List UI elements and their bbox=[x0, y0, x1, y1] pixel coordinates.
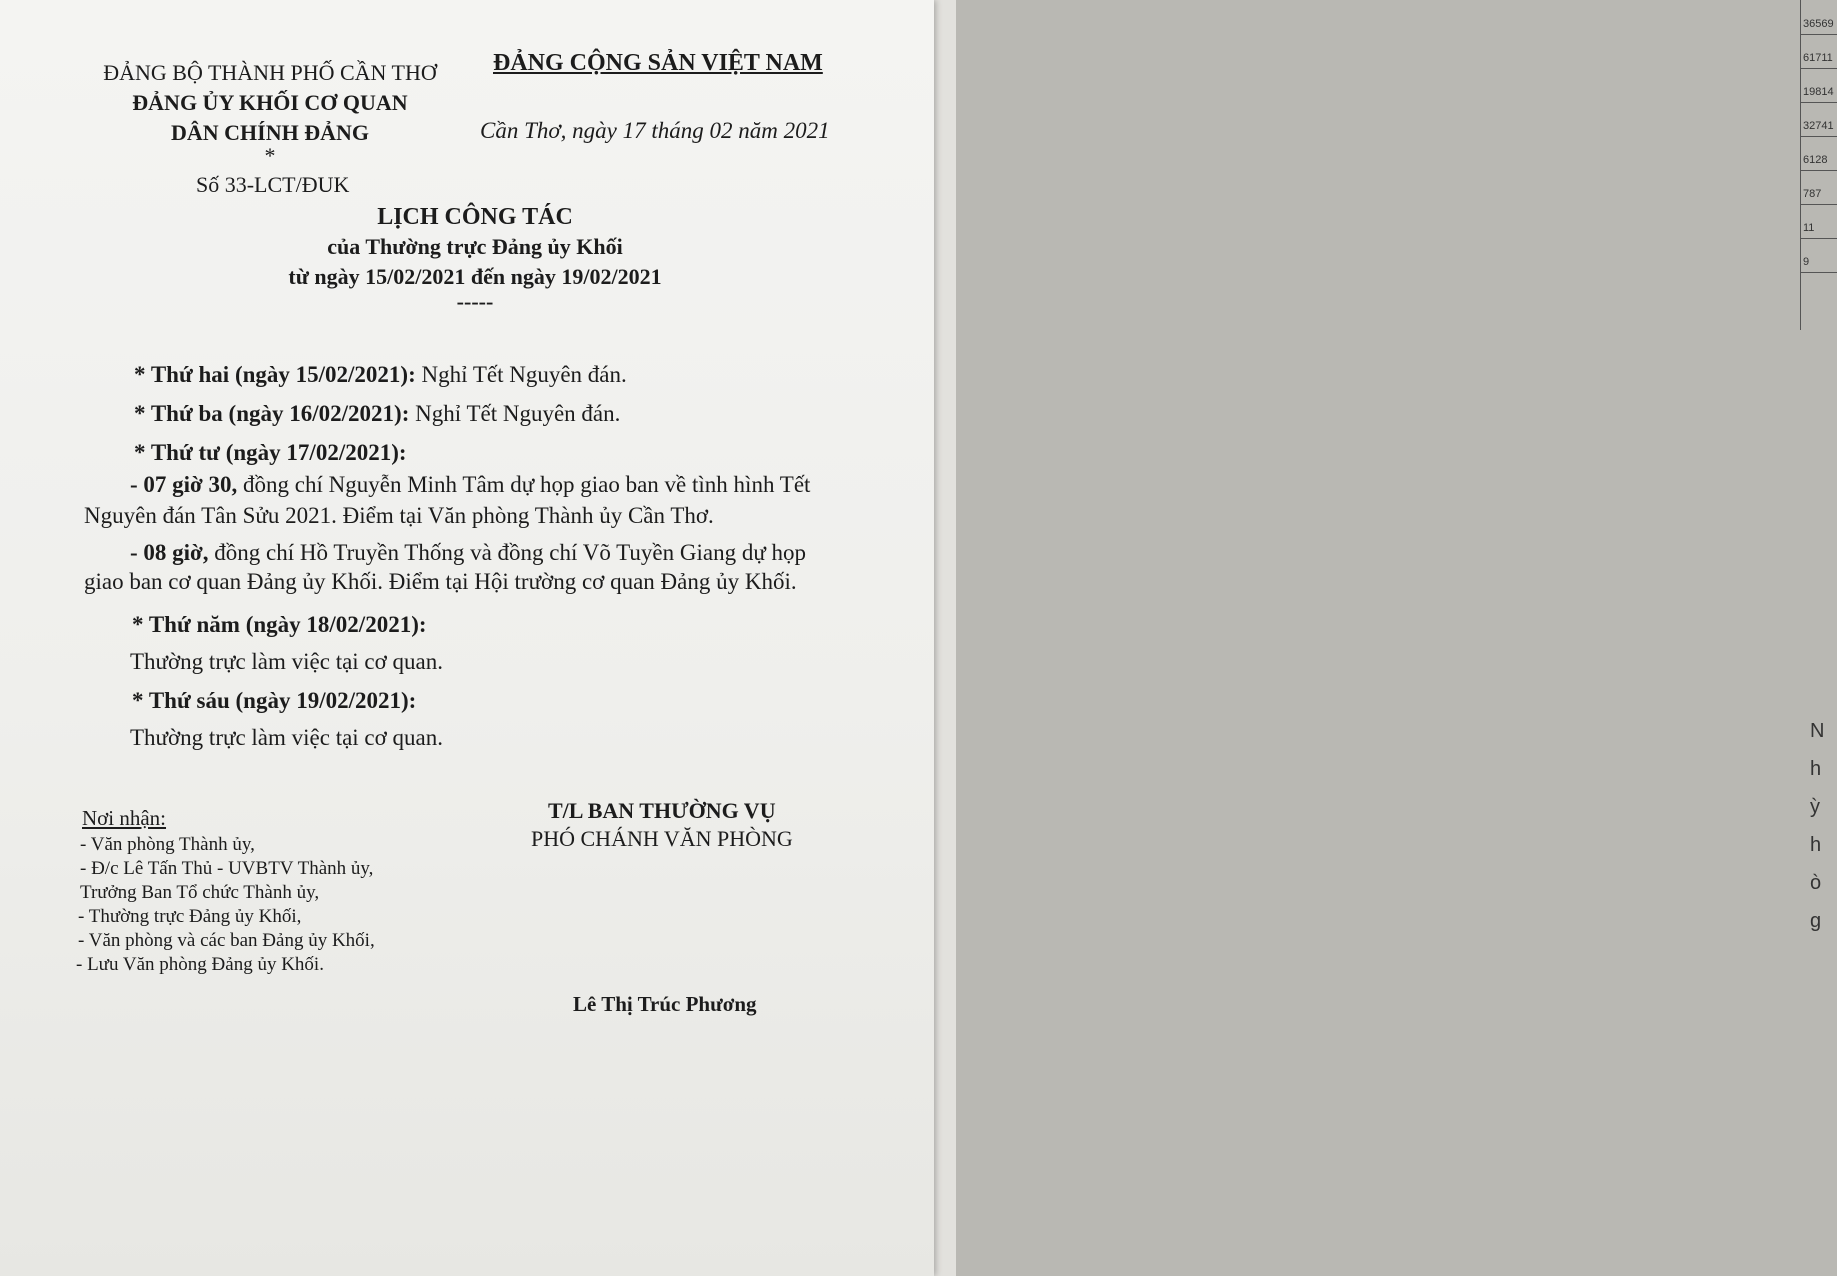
document-title bbox=[200, 202, 750, 312]
recipient-item: - Văn phòng và các ban Đảng ủy Khối, bbox=[78, 930, 375, 951]
title-line-1: LỊCH CÔNG TÁC bbox=[377, 204, 573, 230]
bg-letter: ò bbox=[1810, 872, 1822, 894]
schedule-wednesday bbox=[134, 440, 407, 466]
recipient-item: - Lưu Văn phòng Đảng ủy Khối. bbox=[76, 954, 324, 975]
item-time: - 08 giờ, bbox=[130, 540, 209, 565]
recipient-item: - Thường trực Đảng ủy Khối, bbox=[78, 906, 302, 927]
signature-position: PHÓ CHÁNH VĂN PHÒNG bbox=[531, 826, 793, 851]
bg-cell: 11 bbox=[1801, 204, 1837, 239]
bg-cell: 6128 bbox=[1801, 136, 1837, 171]
background-letters bbox=[1810, 720, 1836, 948]
day-heading: * Thứ hai (ngày 15/02/2021): bbox=[134, 362, 416, 387]
signer-name: Lê Thị Trúc Phương bbox=[573, 992, 757, 1016]
recipient-item: - Văn phòng Thành ủy, bbox=[80, 834, 255, 855]
bg-letter: h bbox=[1810, 834, 1822, 856]
day-text: Nghỉ Tết Nguyên đán. bbox=[409, 401, 621, 426]
bg-letter: N bbox=[1810, 720, 1825, 742]
authority-star: * bbox=[264, 143, 276, 168]
wednesday-item-1-line-2: Nguyên đán Tân Sửu 2021. Điểm tại Văn phòng Thành ủy Cần Thơ. bbox=[84, 503, 714, 528]
wednesday-item-2-line-2: giao ban cơ quan Đảng ủy Khối. Điểm tại Hội trường cơ quan Đảng ủy Khối. bbox=[84, 569, 797, 594]
item-text: đồng chí Nguyễn Minh Tâm dự họp giao ban về tình hình Tết bbox=[237, 472, 811, 497]
document-number: Số 33-LCT/ĐUK bbox=[196, 172, 350, 197]
bg-cell: 61711 bbox=[1801, 34, 1837, 69]
background-table bbox=[1800, 0, 1837, 330]
title-line-2: của Thường trực Đảng ủy Khối bbox=[327, 234, 623, 259]
bg-cell: 36569 bbox=[1801, 0, 1837, 35]
schedule-tuesday bbox=[134, 401, 620, 427]
wednesday-item-2-line-1 bbox=[130, 540, 806, 566]
bg-letter: g bbox=[1810, 910, 1822, 932]
signature-authority: T/L BAN THƯỜNG VỤ bbox=[548, 798, 776, 823]
recipients-label: Nơi nhận: bbox=[82, 806, 167, 830]
authority-line-1: ĐẢNG BỘ THÀNH PHỐ CẦN THƠ bbox=[103, 60, 437, 85]
bg-cell: 32741 bbox=[1801, 102, 1837, 137]
bg-letter: ỳ bbox=[1810, 796, 1820, 818]
bg-cell: 9 bbox=[1801, 238, 1837, 273]
place-date: Cần Thơ, ngày 17 tháng 02 năm 2021 bbox=[480, 118, 830, 143]
party-title: ĐẢNG CỘNG SẢN VIỆT NAM bbox=[493, 50, 823, 76]
bg-cell: 787 bbox=[1801, 170, 1837, 205]
day-heading: * Thứ ba (ngày 16/02/2021): bbox=[134, 401, 410, 426]
authority-line-3: DÂN CHÍNH ĐẢNG bbox=[171, 120, 369, 145]
schedule-monday bbox=[134, 362, 627, 388]
day-heading: * Thứ sáu (ngày 19/02/2021): bbox=[132, 688, 417, 713]
friday-text: Thường trực làm việc tại cơ quan. bbox=[130, 725, 444, 750]
item-time: - 07 giờ 30, bbox=[130, 472, 238, 497]
schedule-friday bbox=[132, 688, 416, 714]
day-heading: * Thứ năm (ngày 18/02/2021): bbox=[132, 612, 427, 637]
day-heading: * Thứ tư (ngày 17/02/2021): bbox=[134, 440, 407, 465]
recipient-item: - Đ/c Lê Tấn Thủ - UVBTV Thành ủy, bbox=[80, 858, 374, 879]
title-line-3: từ ngày 15/02/2021 đến ngày 19/02/2021 bbox=[288, 264, 662, 289]
day-text: Nghỉ Tết Nguyên đán. bbox=[415, 362, 627, 387]
recipient-item: Trưởng Ban Tổ chức Thành ủy, bbox=[80, 882, 320, 903]
issuing-authority bbox=[60, 58, 480, 168]
authority-line-2: ĐẢNG ỦY KHỐI CƠ QUAN bbox=[132, 90, 408, 115]
bg-letter: h bbox=[1810, 758, 1822, 780]
title-separator: ----- bbox=[456, 289, 494, 314]
bg-cell: 19814 bbox=[1801, 68, 1837, 103]
thursday-text: Thường trực làm việc tại cơ quan. bbox=[130, 649, 444, 674]
wednesday-item-1-line-1 bbox=[130, 472, 810, 498]
schedule-thursday bbox=[132, 612, 427, 638]
item-text: đồng chí Hồ Truyền Thống và đồng chí Võ Tuyền Giang dự họp bbox=[208, 540, 807, 565]
